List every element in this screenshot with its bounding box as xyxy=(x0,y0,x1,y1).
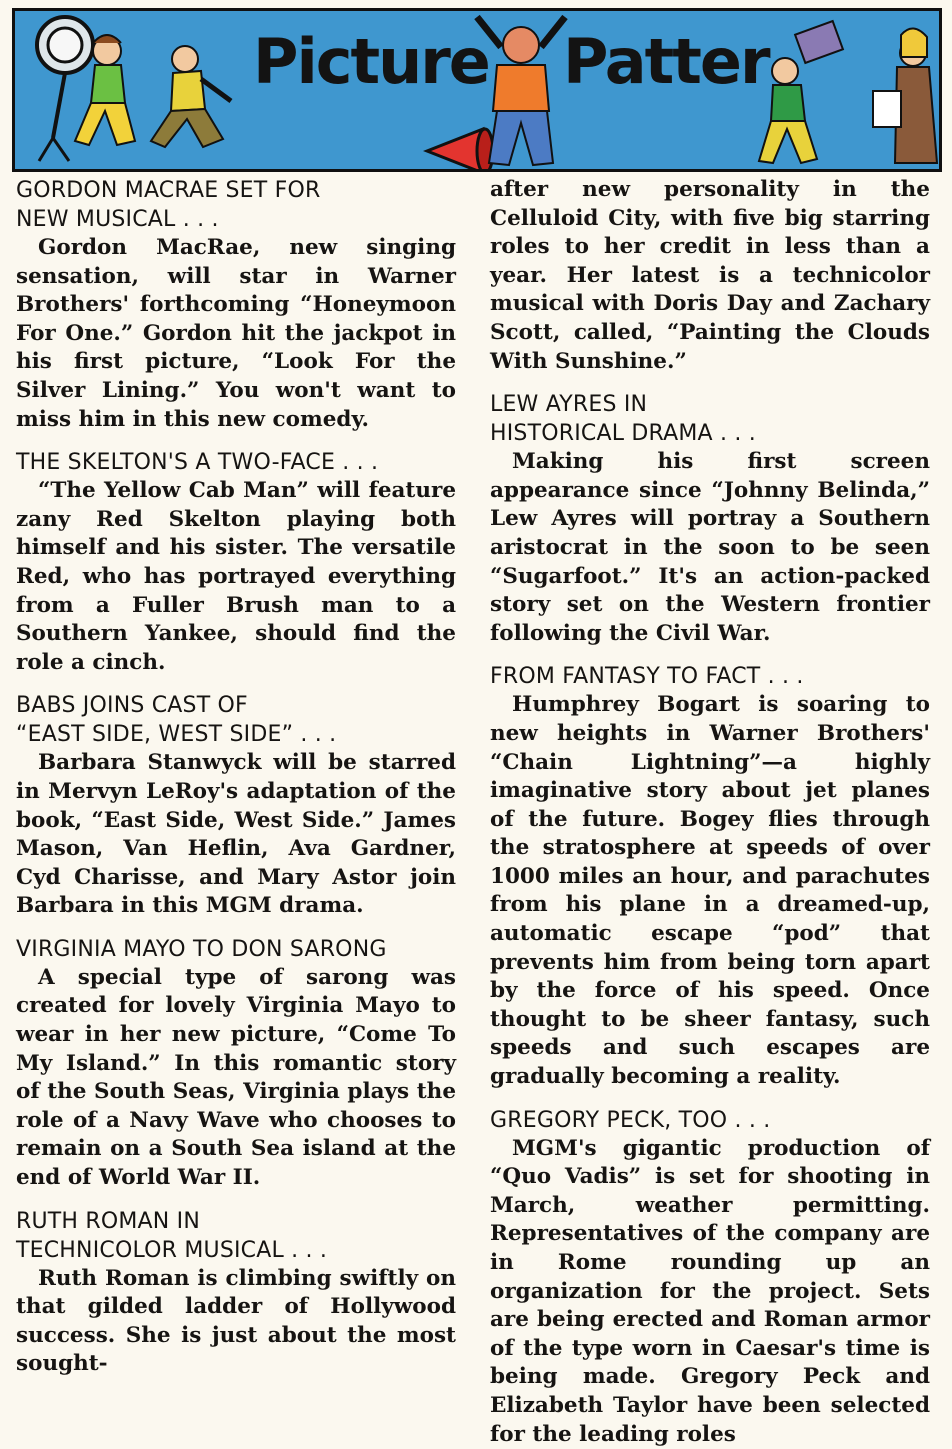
article-headline: BABS JOINS CAST OF “EAST SIDE, WEST SIDE” . . . xyxy=(16,693,337,748)
article-headline: THE SKELTON'S A TWO-FACE . . . xyxy=(16,450,379,476)
banner-title-patter: Patter xyxy=(563,25,769,98)
article-headline: LEW AYRES IN HISTORICAL DRAMA . . . xyxy=(490,392,756,447)
article-body: Gordon MacRae, new singing sensation, will star in Warner Brothers' forthcoming “Honeymoon For One.” Gordon hit the jackpot in his first picture, “Look For the Silver Lining.” You won't want to miss him in this new comedy. xyxy=(16,235,456,432)
article-headline: RUTH ROMAN IN TECHNICOLOR MUSICAL . . . xyxy=(16,1208,328,1263)
banner-title-picture: Picture xyxy=(253,25,489,98)
article-headline: GORDON MACRAE SET FOR NEW MUSICAL . . . xyxy=(16,178,321,232)
article-headline: FROM FANTASY TO FACT . . . xyxy=(490,664,804,690)
article-body: MGM's gigantic production of “Quo Vadis” is set for shooting in March, weather permitting. Representatives of the company are in Rome rounding up an organization for the project. Sets are being erected and Roman armor of the type worn in Caesar's time is being made. Gregory Peck and Elizabeth Taylor have been selected for the leading roles xyxy=(490,1135,930,1447)
article-body: Barbara Stanwyck will be starred in Mervyn LeRoy's adaptation of the book, “East Side, West Side.” James Mason, Van Heflin, Ava Gardner, Cyd Charisse, and Mary Astor join Barbara in this MGM drama. xyxy=(16,750,456,919)
article-body: Humphrey Bogart is soaring to new heights in Warner Brothers' “Chain Lightning”—a highly imaginative story about jet planes of the future. Bogey flies through the stratosphere at speeds of over 1000 miles an hour, and parachutes from his plane in a dreamed-up, automatic escape “pod” that prevents him from being torn apart by the force of his speed. Once thought to be sheer fantasy, such speeds and such escapes are gradually becoming a reality. xyxy=(490,692,930,1090)
right-column xyxy=(490,176,930,1449)
article-body: Ruth Roman is climbing swiftly on that gilded ladder of Hollywood success. She is just about the most sought- xyxy=(16,1265,456,1377)
cartoon-actors-illustration xyxy=(55,21,255,171)
article-skelton xyxy=(16,448,456,677)
article-body: “The Yellow Cab Man” will feature zany Red Skelton playing both himself and his sister. The versatile Red, who has portrayed everything from a Fuller Brush man to a Southern Yankee, should find the role a cinch. xyxy=(16,478,456,675)
article-fantasy-to-fact xyxy=(490,662,930,1091)
article-continuation: after new personality in the Celluloid City, with five big starring roles to her credit in less than a year. Her latest is a technicolor musical with Doris Day and Zachary Scott, called, “Painting the Clouds With Sunshine.” xyxy=(490,177,930,374)
article-headline: GREGORY PECK, TOO . . . xyxy=(490,1107,771,1133)
article-gregory-peck xyxy=(490,1106,930,1449)
article-ruth-roman xyxy=(16,1207,456,1379)
article-body: A special type of sarong was created for lovely Virginia Mayo to wear in her new picture, “Come To My Island.” In this romantic story of the South Seas, Virginia plays the role of a Navy Wave who chooses to remain on a South Sea island at the end of World War II. xyxy=(16,964,456,1191)
article-lew-ayres xyxy=(490,390,930,648)
left-column xyxy=(16,176,456,1379)
article-headline: VIRGINIA MAYO TO DON SARONG xyxy=(16,936,387,962)
article-virginia-mayo xyxy=(16,935,456,1193)
article-body: Making his first screen appearance since “Johnny Belinda,” Lew Ayres will portray a Southern aristocrat in the soon to be seen “Sugarfoot.” It's an action-packed story set on the Western frontier following the Civil War. xyxy=(490,449,930,646)
header-banner xyxy=(12,8,942,172)
article-gordon-macrae xyxy=(16,176,456,434)
cartoon-crew-illustration xyxy=(745,13,942,172)
article-babs xyxy=(16,691,456,921)
